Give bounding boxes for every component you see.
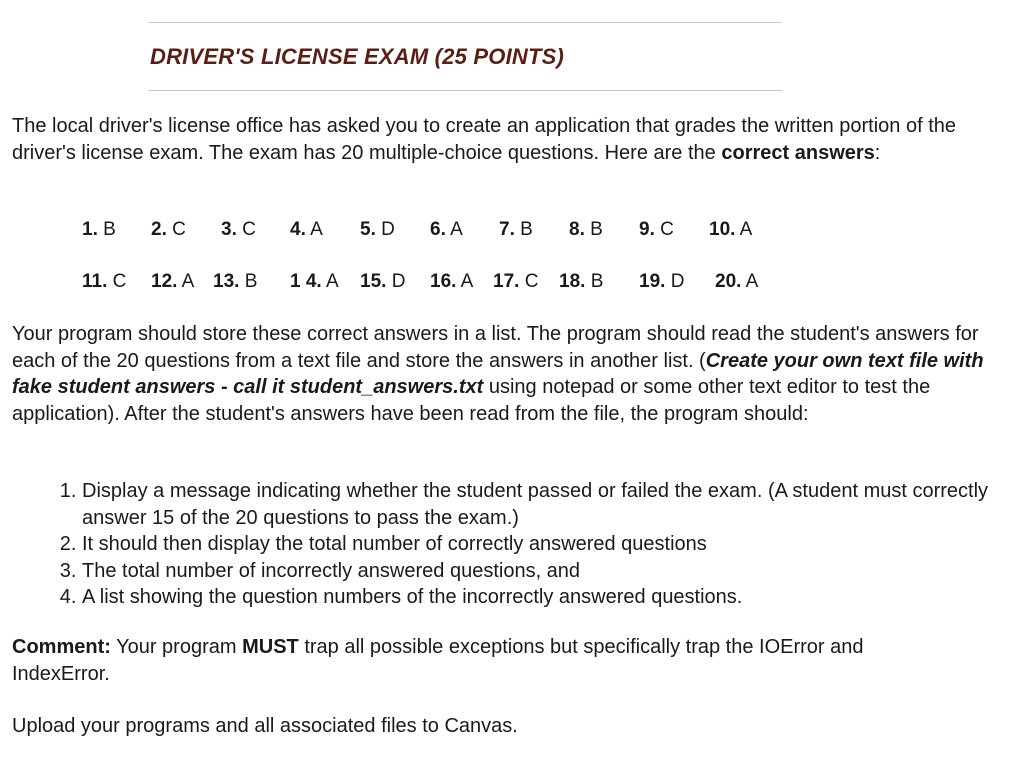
comment-label: Comment: <box>12 636 111 658</box>
list-item: 3. The total number of incorrectly answered questions, and <box>82 558 1024 585</box>
list-item: 1. Display a message indicating whether the student passed or failed the exam. (A student must correctly answer 15 of the 20 questions to pass the exam.) <box>82 478 1024 531</box>
list-item: 2. It should then display the total number of correctly answered questions <box>82 531 1024 558</box>
answer-item: 2. C <box>151 219 186 240</box>
intro-paragraph <box>12 113 1012 166</box>
answer-item: 11. C <box>82 271 127 292</box>
answer-item: 19. D <box>639 271 685 292</box>
comment-text-2: trap all possible exceptions but specifically trap the IOError and IndexError. <box>12 636 864 685</box>
answer-item: 1 4. A <box>290 271 339 292</box>
answer-item: 16. A <box>430 271 474 292</box>
page-title: DRIVER'S LICENSE EXAM (25 POINTS) <box>150 44 565 69</box>
answer-item: 7. B <box>499 219 533 240</box>
answer-item: 15. D <box>360 271 406 292</box>
upload-note: Upload your programs and all associated files to Canvas. <box>12 715 518 737</box>
program-text-1: Your program should store these correct answers in a list. The program should read the student's answers for each of the 20 questions from a text file and store the answers in another list. ( <box>12 323 979 372</box>
intro-text: The local driver's license office has asked you to create an application that grades the written portion of the driver's license exam. The exam has 20 multiple-choice questions. Here are the <box>12 115 956 164</box>
title-divider <box>148 90 782 91</box>
intro-bold: correct answers <box>721 141 875 164</box>
answer-item: 1. B <box>82 219 116 240</box>
answer-item: 5. D <box>360 219 395 240</box>
answer-item: 9. C <box>639 219 674 240</box>
list-item: 4. A list showing the question numbers of the incorrectly answered questions. <box>82 584 1024 611</box>
requirements-list <box>12 478 1024 611</box>
top-divider <box>148 22 782 23</box>
answer-item: 12. A <box>151 271 195 292</box>
answer-item: 8. B <box>569 219 603 240</box>
program-text-2: using notepad or some other text editor to test the application). After the student's answers have been read from the file, the program should: <box>12 376 931 425</box>
comment-paragraph <box>12 634 892 687</box>
answer-item: 3. C <box>221 219 256 240</box>
answer-item: 6. A <box>430 219 463 240</box>
program-emphasis: Create your own text file with fake student answers - call it student_answers.txt <box>12 349 984 398</box>
comment-text-1: Your program <box>110 636 243 658</box>
answer-item: 10. A <box>709 219 753 240</box>
answer-item: 17. C <box>493 271 539 292</box>
answer-item: 20. A <box>715 271 759 292</box>
comment-must: MUST <box>242 636 299 658</box>
answer-item: 13. B <box>213 271 258 292</box>
program-paragraph <box>12 321 1012 427</box>
intro-end: : <box>874 141 881 164</box>
answer-item: 4. A <box>290 219 323 240</box>
answer-item: 18. B <box>559 271 604 292</box>
